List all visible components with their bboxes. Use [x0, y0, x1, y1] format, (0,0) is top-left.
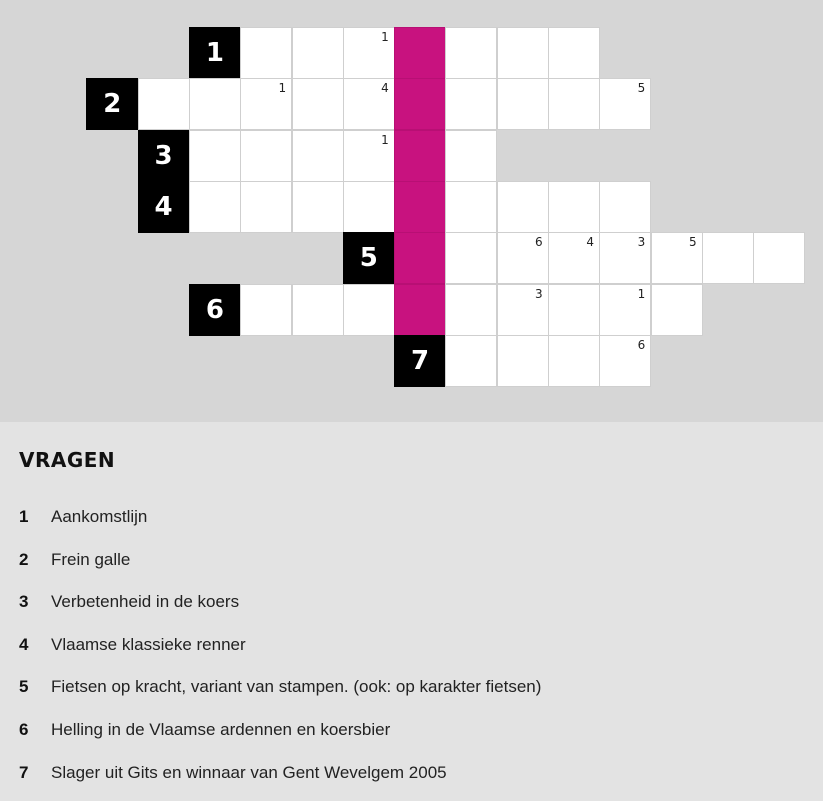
letter-cell[interactable]: [497, 335, 549, 387]
clue-number-cell: 7: [394, 335, 446, 387]
letter-cell[interactable]: [240, 181, 292, 233]
cell-hint-number: 4: [381, 81, 389, 96]
letter-cell[interactable]: [292, 27, 344, 79]
letter-cell[interactable]: [497, 27, 549, 79]
letter-cell[interactable]: [138, 78, 190, 130]
letter-cell[interactable]: [753, 232, 805, 284]
letter-cell[interactable]: [445, 27, 497, 79]
letter-cell[interactable]: [548, 232, 600, 284]
clue-number: 3: [19, 592, 29, 612]
letter-cell[interactable]: [240, 27, 292, 79]
solution-cell[interactable]: [394, 130, 446, 182]
letter-cell[interactable]: [599, 181, 651, 233]
clue-number-cell: 6: [189, 284, 241, 336]
cell-hint-number: 1: [381, 132, 389, 147]
letter-cell[interactable]: [651, 232, 703, 284]
clue-number: 6: [19, 720, 29, 739]
letter-cell[interactable]: [189, 78, 241, 130]
clues-title: VRAGEN: [19, 448, 116, 472]
letter-cell[interactable]: [445, 232, 497, 284]
cell-hint-number: 4: [586, 235, 594, 250]
cell-hint-number: 3: [535, 286, 543, 301]
clue-number-cell: 4: [138, 181, 190, 233]
cell-hint-number: 6: [535, 235, 543, 250]
cell-hint-number: 5: [637, 81, 646, 96]
clue-number: 2: [19, 549, 29, 569]
letter-cell[interactable]: [497, 181, 549, 233]
solution-cell[interactable]: [394, 232, 446, 284]
letter-cell[interactable]: [445, 181, 497, 233]
letter-cell[interactable]: [497, 284, 549, 336]
letter-cell[interactable]: [599, 284, 651, 336]
letter-cell[interactable]: [292, 181, 344, 233]
solution-cell[interactable]: [394, 181, 446, 233]
clue-number: 1: [19, 507, 29, 526]
clue-number-cell: 3: [138, 130, 190, 182]
clue-text: Vlaamse klassieke renner: [51, 634, 246, 654]
letter-cell[interactable]: [343, 284, 395, 336]
letter-cell[interactable]: [548, 335, 600, 387]
letter-cell[interactable]: [599, 335, 651, 387]
letter-cell[interactable]: [292, 284, 344, 336]
letter-cell[interactable]: [445, 284, 497, 336]
clue-text: Slager uit Gits en winnaar van Gent Wevelgem 2005: [51, 762, 447, 782]
letter-cell[interactable]: [292, 78, 344, 130]
letter-cell[interactable]: [548, 284, 600, 336]
letter-cell[interactable]: [343, 78, 395, 130]
letter-cell[interactable]: [651, 284, 703, 336]
letter-cell[interactable]: [292, 130, 344, 182]
letter-cell[interactable]: [240, 284, 292, 336]
letter-cell[interactable]: [548, 27, 600, 79]
clue-number-cell: 1: [189, 27, 241, 79]
clue-text: Aankomstlijn: [51, 507, 148, 526]
letter-cell[interactable]: [599, 78, 651, 130]
letter-cell[interactable]: [240, 130, 292, 182]
letter-cell[interactable]: [497, 232, 549, 284]
letter-cell[interactable]: [189, 130, 241, 182]
clue-number-cell: 2: [86, 78, 138, 130]
cell-hint-number: 6: [637, 337, 646, 352]
cell-hint-number: 3: [637, 235, 646, 250]
letter-cell[interactable]: [548, 78, 600, 130]
letter-cell[interactable]: [445, 130, 497, 182]
clue-text: Frein galle: [51, 549, 131, 569]
cell-hint-number: 1: [381, 30, 389, 44]
letter-cell[interactable]: [343, 130, 395, 182]
letter-cell[interactable]: [240, 78, 292, 130]
clue-number: 5: [19, 677, 29, 697]
clue-text: Verbetenheid in de koers: [51, 592, 240, 612]
letter-cell[interactable]: [599, 232, 651, 284]
clue-text: Helling in de Vlaamse ardennen en koersbier: [51, 720, 391, 739]
clue-text: Fietsen op kracht, variant van stampen. (ook: op karakter fietsen): [51, 677, 542, 697]
cell-hint-number: 1: [637, 286, 646, 301]
clue-number: 7: [19, 762, 29, 782]
solution-cell[interactable]: [394, 27, 446, 79]
letter-cell[interactable]: [445, 335, 497, 387]
cell-hint-number: 1: [278, 81, 287, 96]
clue-number-cell: 5: [343, 232, 395, 284]
letter-cell[interactable]: [343, 181, 395, 233]
letter-cell[interactable]: [497, 78, 549, 130]
letter-cell[interactable]: [343, 27, 395, 79]
solution-cell[interactable]: [394, 78, 446, 130]
cell-hint-number: 5: [688, 235, 697, 250]
letter-cell[interactable]: [189, 181, 241, 233]
clue-number: 4: [19, 634, 29, 654]
solution-cell[interactable]: [394, 284, 446, 336]
letter-cell[interactable]: [702, 232, 754, 284]
letter-cell[interactable]: [548, 181, 600, 233]
letter-cell[interactable]: [445, 78, 497, 130]
